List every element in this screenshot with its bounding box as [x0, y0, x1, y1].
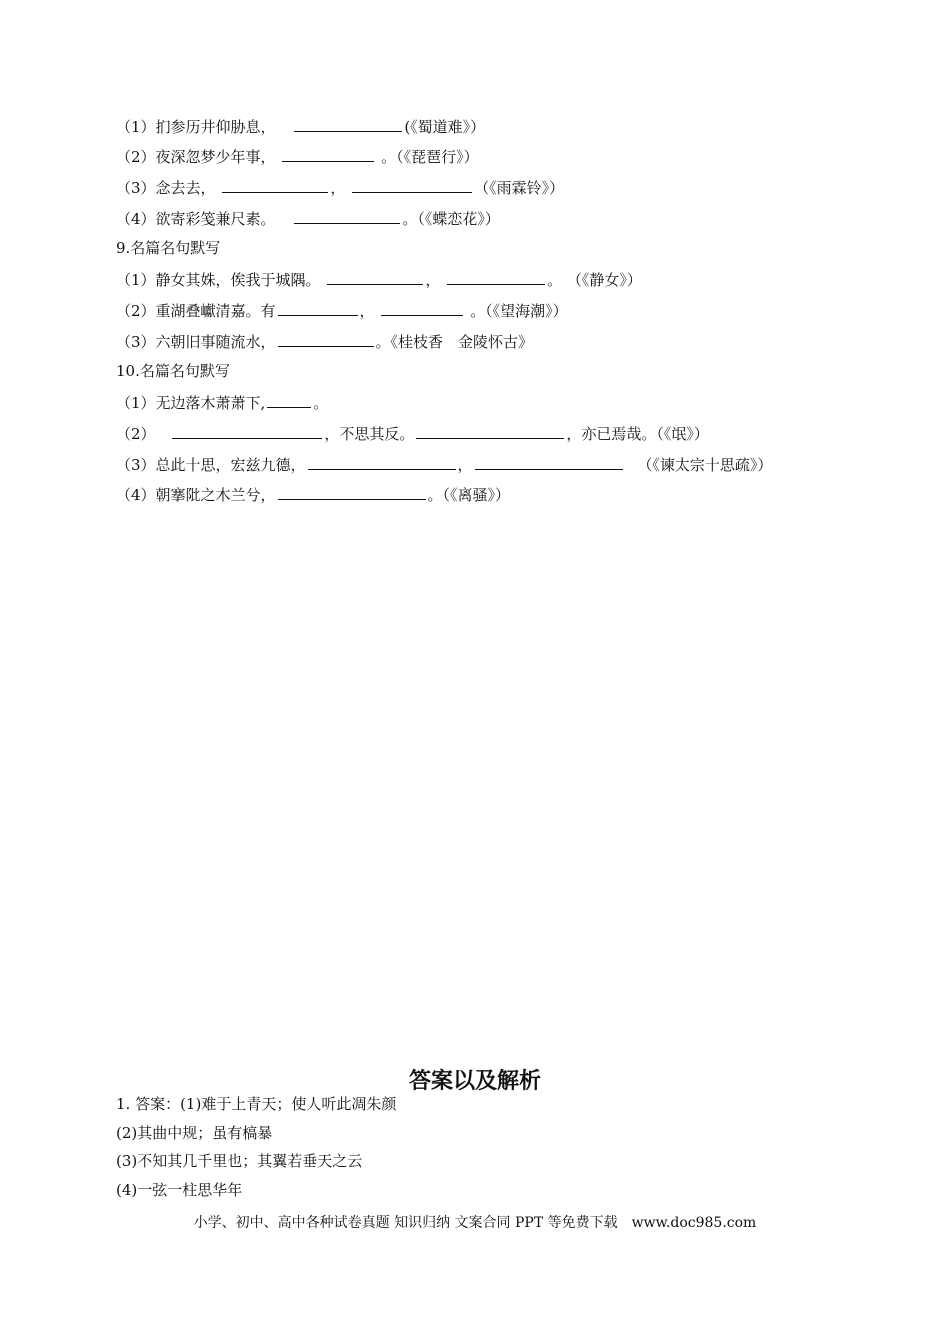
answer-blank[interactable]	[352, 177, 472, 193]
q9-line-1-text: （1）静女其姝，俟我于城隅。	[116, 271, 321, 289]
answer-blank[interactable]	[475, 454, 623, 470]
answer-1: 1. 答案：(1)难于上青天；使人听此凋朱颜	[116, 1095, 397, 1113]
q10-line-2-mid: ，不思其反。	[324, 425, 415, 443]
q9-line-1	[116, 269, 642, 290]
answer-blank[interactable]	[267, 392, 311, 408]
q8-line-3	[116, 177, 564, 198]
q8-line-1	[116, 116, 485, 137]
q10-line-3-source: （《谏太宗十思疏》）	[637, 456, 773, 474]
q8-line-2	[116, 146, 479, 167]
answer-blank[interactable]	[278, 300, 358, 316]
q8-line-3-sep: ，	[330, 179, 346, 197]
q9-line-2-sep: ，	[359, 302, 375, 320]
answer-2: (2)其曲中规；虽有槁暴	[116, 1124, 273, 1142]
q10-line-3-sep: ，	[457, 456, 473, 474]
answer-blank[interactable]	[308, 454, 456, 470]
q10-line-3	[116, 454, 772, 475]
q10-line-2-text: （2）	[116, 425, 156, 443]
q8-line-1-source: (《蜀道难》）	[404, 118, 486, 136]
q8-line-4	[116, 208, 500, 229]
q9-line-1-sep: ，	[425, 271, 441, 289]
q9-line-1-source: 。 （《静女》）	[547, 271, 642, 289]
q10-line-3-text: （3）总此十思，宏兹九德，	[116, 456, 306, 474]
q8-line-4-text: （4）欲寄彩笺兼尺素。	[116, 210, 276, 228]
answer-blank[interactable]	[294, 208, 400, 224]
q8-line-2-source: 。（《琵琶行》）	[376, 148, 479, 166]
q10-line-2	[116, 423, 709, 444]
q9-heading: 9.名篇名句默写	[116, 239, 221, 257]
q9-line-3-source: 。《桂枝香 金陵怀古》	[375, 333, 534, 351]
answer-3: (3)不知其几千里也；其翼若垂天之云	[116, 1152, 363, 1170]
q9-line-2	[116, 300, 568, 321]
q8-line-2-text: （2）夜深忽梦少年事，	[116, 148, 276, 166]
q10-line-4-text: （4）朝搴阰之木兰兮，	[116, 486, 276, 504]
q8-line-3-source: （《雨霖铃》）	[474, 179, 565, 197]
q8-line-1-text: （1）扪参历井仰胁息，	[116, 118, 276, 136]
answer-blank[interactable]	[278, 484, 426, 500]
answer-blank[interactable]	[381, 300, 463, 316]
q8-line-3-text: （3）念去去，	[116, 179, 216, 197]
q9-line-2-text: （2）重湖叠巘清嘉。有	[116, 302, 276, 320]
q8-line-4-source: 。（《蝶恋花》）	[402, 210, 500, 228]
answer-blank[interactable]	[222, 177, 328, 193]
answer-blank[interactable]	[416, 423, 564, 439]
q10-line-1-text: （1）无边落木萧萧下,	[116, 394, 266, 412]
answers-title: 答案以及解析	[408, 1069, 541, 1094]
q10-line-1	[116, 392, 328, 413]
answer-blank[interactable]	[327, 269, 423, 285]
q10-line-4-source: 。（《离骚》）	[427, 486, 511, 504]
answer-blank[interactable]	[294, 116, 402, 132]
q9-line-2-source: 。（《望海潮》）	[465, 302, 568, 320]
page-footer: 小学、初中、高中各种试卷真题 知识归纳 文案合同 PPT 等免费下载 www.doc985.com	[193, 1215, 757, 1231]
q9-line-3-text: （3）六朝旧事随流水，	[116, 333, 276, 351]
answer-4: (4)一弦一柱思华年	[116, 1181, 243, 1199]
q10-heading: 10.名篇名句默写	[116, 362, 230, 380]
answer-blank[interactable]	[282, 146, 374, 162]
q10-line-2-source: ，亦已焉哉。（《氓》）	[566, 425, 709, 443]
answer-blank[interactable]	[447, 269, 545, 285]
q10-line-1-end: 。	[313, 394, 329, 412]
q10-line-4	[116, 484, 510, 505]
answer-blank[interactable]	[278, 331, 374, 347]
answer-blank[interactable]	[172, 423, 322, 439]
q9-line-3	[116, 331, 533, 352]
